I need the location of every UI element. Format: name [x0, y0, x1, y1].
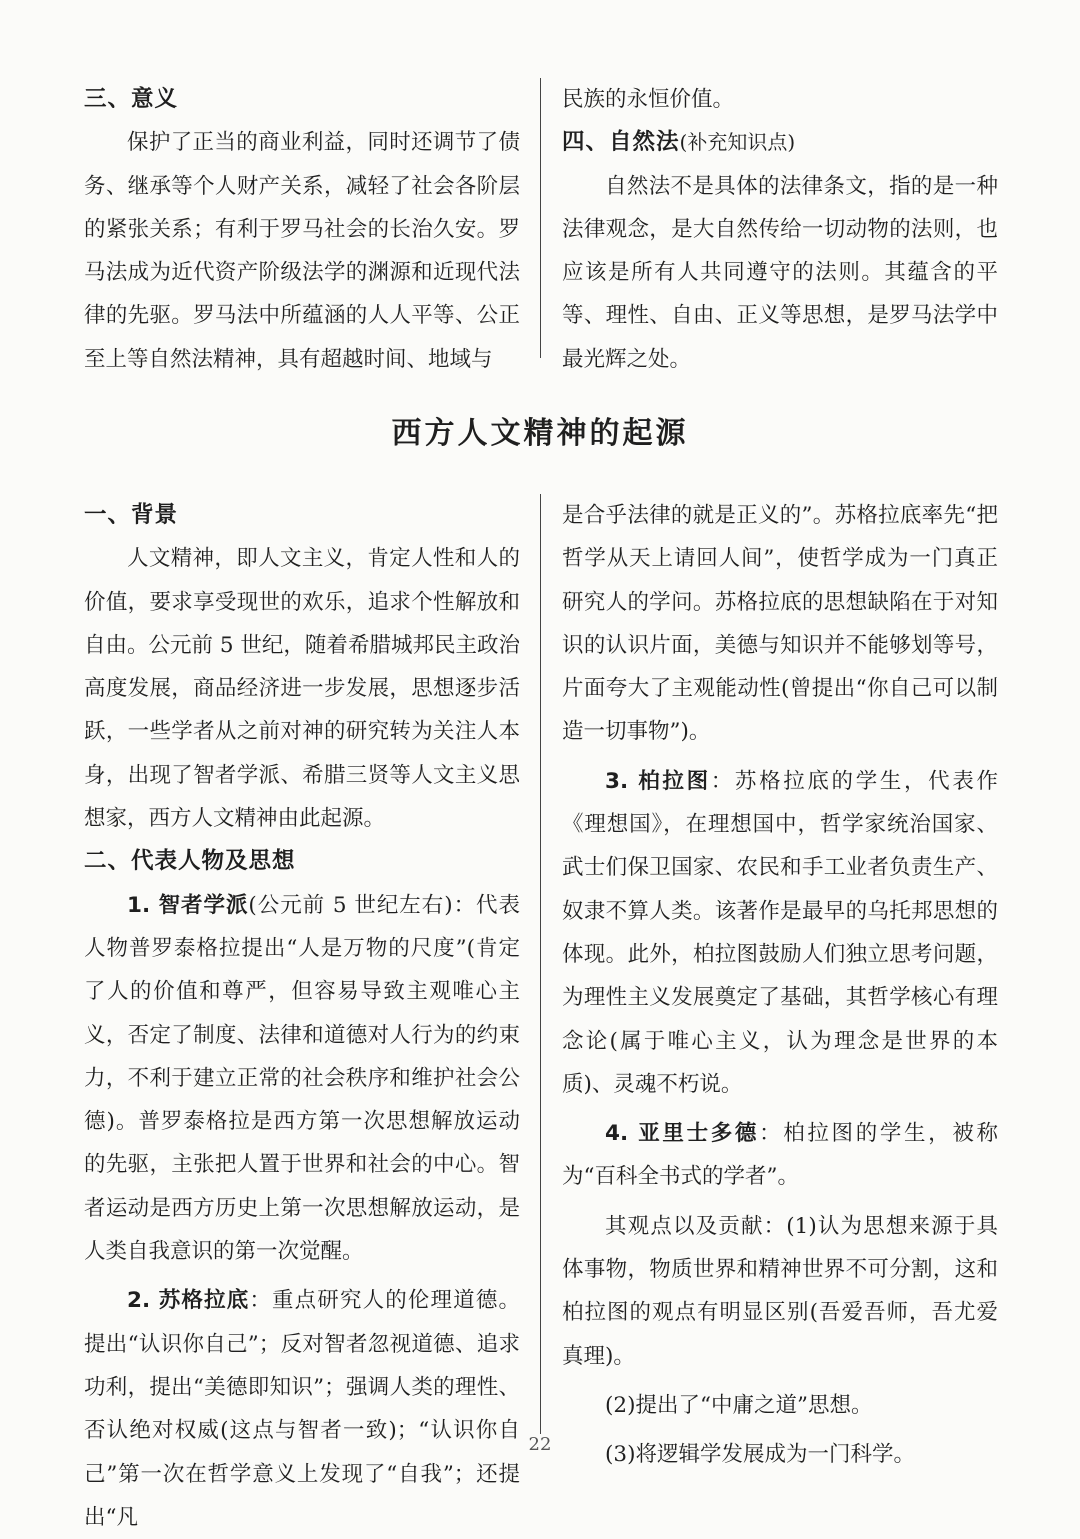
natural-law-paragraph: 自然法不是具体的法律条文，指的是一种法律观念，是大自然传给一切动物的法则，也应该是所有人共同遵守的法则。其蕴含的平等、理性、自由、正义等思想，是罗马法学中最光辉之处。: [562, 173, 998, 372]
heading-background: 一、背景: [84, 502, 179, 528]
significance-paragraph: 保护了正当的商业利益，同时还调节了债务、继承等个人财产关系，减轻了社会各阶层的紧张关系；有利于罗马社会的长治久安。罗马法成为近代资产阶级法学的渊源和近现代法律的先驱。罗马法中所蕴涵的人人平等、公正至上等自然法精神，具有超越时间、地域与: [84, 130, 520, 372]
continued-socrates-text: 是合乎法律的就是正义的”。苏格拉底率先“把哲学从天上请回人间”，使哲学成为一门真正研究人的学问。苏格拉底的思想缺陷在于对知识的认识片面，美德与知识并不能够划等号，片面夸大了主观能动性(曾提出“你自己可以制造一切事物”)。: [562, 503, 998, 745]
bottom-left-column: [84, 494, 520, 1539]
section-title: 西方人文精神的起源: [391, 416, 689, 451]
page-number: 22: [528, 1434, 552, 1455]
plato-paragraph: 3. 柏拉图：苏格拉底的学生，代表作《理想国》，在理想国中，哲学家统治国家、武士们保卫国家、农民和手工业者负责生产、奴隶不算人类。该著作是最早的乌托邦思想的体现。此外，柏拉图鼓励人们独立思考问题，为理性主义发展奠定了基础，其哲学核心有理念论(属于唯心主义，认为理念是世界的本质)、灵魂不朽说。: [562, 768, 998, 1097]
sophists-paragraph: 1. 智者学派(公元前 5 世纪左右)：代表人物普罗泰格拉提出“人是万物的尺度”(肯定了人的价值和尊严，但容易导致主观唯心主义，否定了制度、法律和道德对人行为的约束力，不利于建立正常的社会秩序和维护社会公德)。普罗泰格拉是西方第一次思想解放运动的先驱，主张把人置于世界和社会的中心。智者运动是西方历史上第一次思想解放运动，是人类自我意识的第一次觉醒。: [84, 892, 520, 1265]
aristotle-paragraph: 4. 亚里士多德：柏拉图的学生，被称为“百科全书式的学者”。: [562, 1121, 998, 1190]
logic-paragraph: (3)将逻辑学发展成为一门科学。: [605, 1442, 915, 1468]
top-left-column: [84, 78, 520, 381]
socrates-paragraph: 2. 苏格拉底：重点研究人的伦理道德。提出“认识你自己”；反对智者忽视道德、追求功利，提出“美德即知识”；强调人类的理性、否认绝对权威(这点与智者一致)；“认识你自己”第一次在哲学意义上发现了“自我”；还提出“凡: [84, 1288, 520, 1530]
heading-significance: 三、意义: [84, 86, 179, 112]
column-divider-top: [540, 78, 541, 358]
contribution-paragraph: 其观点以及贡献：(1)认为思想来源于具体事物，物质世界和精神世界不可分割，这和柏拉图的观点有明显区别(吾爱吾师，吾尤爱真理)。: [562, 1213, 998, 1369]
heading-note: (补充知识点): [679, 130, 796, 155]
plato-lead: 3. 柏拉图: [605, 768, 711, 794]
sophists-lead: 1. 智者学派: [127, 892, 249, 918]
background-paragraph: 人文精神，即人文主义，肯定人性和人的价值，要求享受现世的欢乐，追求个性解放和自由。公元前 5 世纪，随着希腊城邦民主政治高度发展，商品经济进一步发展，思想逐步活跃，一些学者从之前对神的研究转为关注人本身，出现了智者学派、希腊三贤等人文主义思想家，西方人文精神由此起源。: [84, 546, 520, 832]
heading-representatives: 二、代表人物及思想: [84, 848, 296, 875]
aristotle-lead: 4. 亚里士多德: [605, 1121, 760, 1147]
column-divider-bottom: [540, 494, 541, 1434]
bottom-right-column: [562, 494, 998, 1477]
heading-natural-law: 四、自然法(补充知识点): [562, 129, 796, 156]
top-right-column: [562, 78, 998, 381]
golden-mean-paragraph: (2)提出了“中庸之道”思想。: [605, 1392, 873, 1418]
continued-text: 民族的永恒价值。: [562, 87, 735, 112]
socrates-lead: 2. 苏格拉底: [127, 1288, 250, 1314]
